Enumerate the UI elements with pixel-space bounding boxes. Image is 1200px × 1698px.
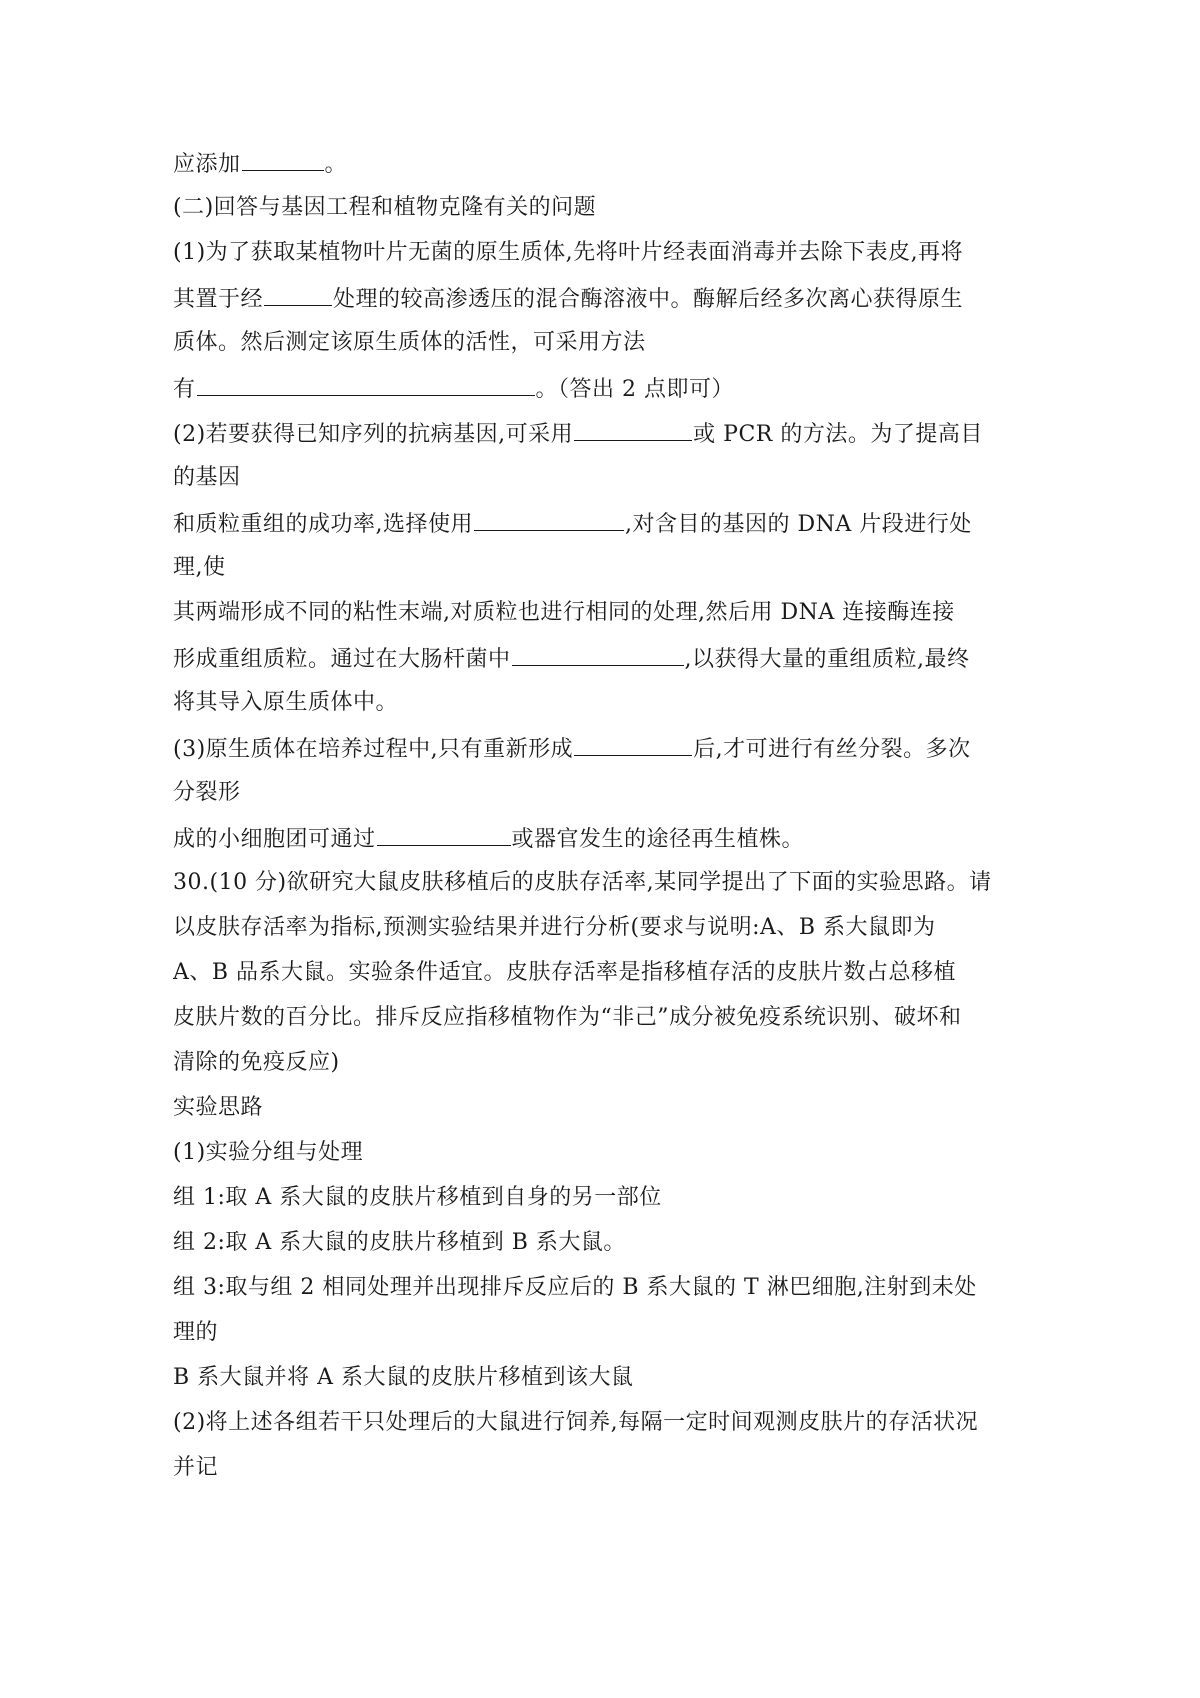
subheading: 实验思路 bbox=[173, 1095, 264, 1120]
answer-blank[interactable] bbox=[264, 283, 332, 306]
text-segment: 处理的较高渗透压的混合酶溶液中。酶解后经多次离心获得原生 bbox=[333, 287, 964, 312]
text-line: 将其导入原生质体中。 bbox=[173, 690, 399, 715]
answer-blank[interactable] bbox=[574, 418, 692, 441]
text-line: 的基因 bbox=[173, 465, 241, 490]
answer-blank[interactable] bbox=[197, 373, 535, 396]
text-line: 其两端形成不同的粘性末端,对质粒也进行相同的处理,然后用 DNA 连接酶连接 bbox=[173, 600, 955, 625]
text-line bbox=[173, 148, 347, 180]
answer-blank[interactable] bbox=[242, 148, 324, 171]
text-line bbox=[173, 373, 734, 405]
text-segment: 和质粒重组的成功率,选择使用 bbox=[173, 512, 473, 537]
text-line: 并记 bbox=[173, 1455, 219, 1480]
text-line: 以皮肤存活率为指标,预测实验结果并进行分析(要求与说明:A、B 系大鼠即为 bbox=[173, 915, 936, 940]
text-line bbox=[173, 733, 971, 765]
text-line: A、B 品系大鼠。实验条件适宜。皮肤存活率是指移植存活的皮肤片数占总移植 bbox=[173, 960, 957, 985]
text-line bbox=[173, 643, 970, 675]
text-segment: 。（答出 2 点即可） bbox=[535, 377, 734, 402]
text-line: 质体。然后测定该原生质体的活性，可采用方法 bbox=[173, 330, 646, 355]
text-segment: 或器官发生的途径再生植株。 bbox=[511, 827, 805, 852]
text-segment: ,对含目的基因的 DNA 片段进行处 bbox=[625, 512, 972, 537]
text-segment: 形成重组质粒。通过在大肠杆菌中 bbox=[173, 647, 511, 672]
text-line: (1)实验分组与处理 bbox=[173, 1140, 364, 1165]
text-line bbox=[173, 823, 804, 855]
answer-blank[interactable] bbox=[377, 823, 511, 846]
text-segment: 后,才可进行有丝分裂。多次 bbox=[693, 737, 971, 762]
text-line: 理的 bbox=[173, 1320, 219, 1345]
text-line: 组 3:取与组 2 相同处理并出现排斥反应后的 B 系大鼠的 T 淋巴细胞,注射到未处 bbox=[173, 1275, 977, 1300]
text-line: (2)将上述各组若干只处理后的大鼠进行饲养,每隔一定时间观测皮肤片的存活状况 bbox=[173, 1410, 979, 1435]
text-line bbox=[173, 283, 963, 315]
text-segment: 。 bbox=[324, 152, 348, 177]
text-segment: 有 bbox=[173, 377, 196, 402]
text-line: 理,使 bbox=[173, 555, 226, 580]
text-line: B 系大鼠并将 A 系大鼠的皮肤片移植到该大鼠 bbox=[173, 1365, 634, 1390]
text-line bbox=[173, 418, 983, 450]
text-line bbox=[173, 508, 972, 540]
text-line: 分裂形 bbox=[173, 780, 241, 805]
text-segment: 成的小细胞团可通过 bbox=[173, 827, 376, 852]
text-segment: (3)原生质体在培养过程中,只有重新形成 bbox=[173, 737, 574, 762]
section-heading: (二)回答与基因工程和植物克隆有关的问题 bbox=[173, 195, 597, 220]
text-line: (1)为了获取某植物叶片无菌的原生质体,先将叶片经表面消毒并去除下表皮,再将 bbox=[173, 240, 964, 265]
question-heading: 30.(10 分)欲研究大鼠皮肤移植后的皮肤存活率,某同学提出了下面的实验思路。请 bbox=[173, 870, 992, 895]
text-segment: (2)若要获得已知序列的抗病基因,可采用 bbox=[173, 422, 574, 447]
text-segment: ,以获得大量的重组质粒,最终 bbox=[684, 647, 970, 672]
text-segment: 应添加 bbox=[173, 152, 241, 177]
text-line: 组 1:取 A 系大鼠的皮肤片移植到自身的另一部位 bbox=[173, 1185, 662, 1210]
answer-blank[interactable] bbox=[574, 733, 692, 756]
text-line: 清除的免疫反应) bbox=[173, 1050, 340, 1075]
text-line: 皮肤片数的百分比。排斥反应指移植物作为“非己”成分被免疫系统识别、破坏和 bbox=[173, 1005, 962, 1030]
text-line: 组 2:取 A 系大鼠的皮肤片移植到 B 系大鼠。 bbox=[173, 1230, 626, 1255]
answer-blank[interactable] bbox=[474, 508, 624, 531]
text-segment: 其置于经 bbox=[173, 287, 264, 312]
answer-blank[interactable] bbox=[512, 643, 684, 666]
text-segment: 或 PCR 的方法。为了提高目 bbox=[693, 422, 983, 447]
